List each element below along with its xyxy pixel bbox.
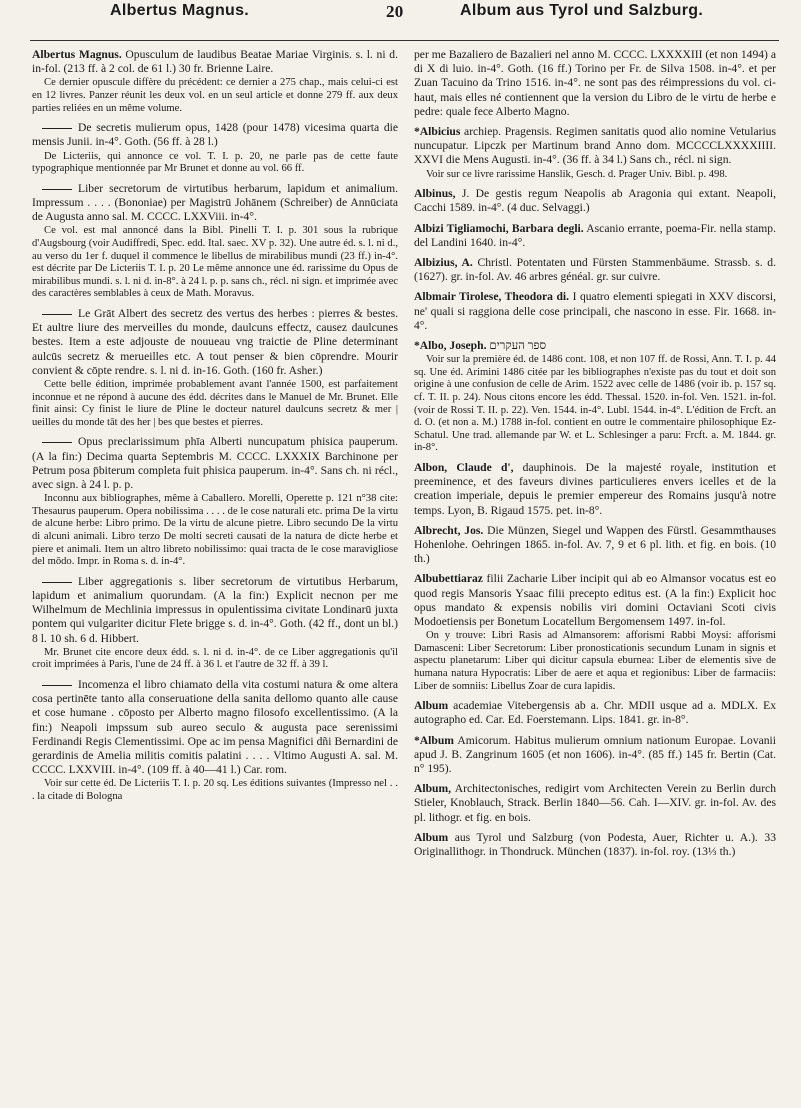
ditto-dash <box>42 189 72 190</box>
entry-text <box>414 290 776 333</box>
bibliography-entry <box>414 256 776 284</box>
entry-heading: Albinus, <box>414 187 456 201</box>
right-column <box>414 48 776 865</box>
entry-body: academiae Vitebergensis ab a. Chr. MDII usque ad a. MDLX. Ex autographo ed. Car. Ed. Foerstemann. Lips. 1841. gr. in-8°. <box>414 699 776 727</box>
bibliography-entry <box>414 699 776 727</box>
entry-heading: Album, <box>414 782 452 796</box>
entry-text <box>414 782 776 825</box>
entry-body: Liber secretorum de virtutibus herbarum, lapidum et animalium. Impressum . . . . (Bononiae) per Magistrū Johānem (Schreiber) de Annūciata de Augusta anno sal. M. CCCC. LXXViii. in-4°. <box>32 181 398 224</box>
bibliography-entry <box>32 678 398 804</box>
entry-body: Architectonisches, redigirt vom Architecten Verein zu Berlin durch Stieler, Knoblauch, Strack. Berlin 1840—56. Cah. I—XIV. gr. in-fol. Av. des pl. lithogr. et fig. en bois. <box>414 782 776 824</box>
entry-note: Ce vol. est mal annoncé dans la Bibl. Pinelli T. I. p. 301 sous la rubrique d'Augsbourg (voir Audiffredi, Spec. edd. Ital. saec. XV p. 32). Une autre éd. s. l. ni d., au verso du 1er f. duquel il commence le libellus de mirabilibus mundi (23 ff.) in-4°. est décrite par De Licteriis T. I. p. 20 Le même annonce une éd. rarissime du Opus de mirabilibus mundi. s. l. ni d. in-8°. à 24 l. p. p. sans ch., récl. ni sign. et imprimée avec des caractères semblables à ceux de Math. Moravus. <box>32 225 398 300</box>
entry-body: dauphinois. De la majesté royale, institution et preeminence, et des faveurs divines particulieres envers icelles et de la creation imperiale, depuis le premier empereur des Romains jusqu'à notre temps. Lyon, B. Rigaud 1575. pet. in-8°. <box>414 461 776 517</box>
bibliography-entry <box>414 524 776 567</box>
entry-body: aus Tyrol und Salzburg (von Podesta, Auer, Richter u. A.). 33 Originallithogr. in Thondruck. München (1837). in-fol. roy. (13⅓ th.) <box>414 830 776 859</box>
ditto-dash <box>42 582 72 583</box>
entry-heading: Albizius, A. <box>414 256 473 270</box>
entry-body: Amicorum. Habitus mulierum omnium nationum Europae. Lovanii apud J. B. Zangrinum 1605 (et non 1606). in-4°. (85 ff.) 145 fr. Bertin (Cat. n° 195). <box>414 733 776 776</box>
entry-heading: Albon, Claude d', <box>414 461 514 474</box>
entry-body: Incomenza el libro chiamato della vita costumi natura & ome altera cosa pertinēte tanto alla conseruatione della sanita dellomo quanto alle cause et cose humane . cōposto per Alberto magno filosofo excellentissimo. (A la fin:) Neapoli impssum sub aureo seculo & augusta pace serenissimi Ferdinandi Regis Clementissimi. Ope ac im pensa Magnifici dñi Bernardini de gerardinis de Amelia militis comitis palatini . . . . Vltimo Augusti A. sal. M. CCCC. LXXVIII. in-4°. (109 ff. à 40—41 l.) Car. rom. <box>32 677 398 777</box>
entry-text <box>414 461 776 518</box>
entry-heading: Albertus Magnus. <box>32 48 122 61</box>
entry-text <box>32 121 398 149</box>
bibliography-entry <box>414 734 776 777</box>
ditto-dash <box>42 685 72 686</box>
entry-heading: *Album <box>414 733 454 747</box>
entry-note: On y trouve: Libri Rasis ad Almansorem: afforismi Rabbi Moysi: afforismi Damasceni: Liber Secretorum: Liber pronosticationis secundum Lunam in signis et aspectu planetarum: Liber qui dicitur capsula eburnea: Liber de elementis sive de humana natura Hypocratis: Liber de aere et aqua et regionibus: Liber de farmaciis: Liber de somniis: Libellus Zoar de cura lapidis. <box>414 630 776 692</box>
entry-text <box>414 572 776 629</box>
bibliography-entry <box>414 339 776 455</box>
entry-body: Ascanio errante, poema-Fir. nella stamp. del Landini 1640. in-4°. <box>414 221 776 249</box>
ditto-dash <box>42 442 72 443</box>
bibliography-entry <box>32 435 398 568</box>
bibliography-entry <box>32 48 398 115</box>
entry-text <box>414 125 776 168</box>
ditto-dash <box>42 314 72 315</box>
entry-text <box>414 339 776 353</box>
entry-body: ספר העקרים <box>486 339 547 353</box>
entry-text <box>32 435 398 492</box>
entry-body: Die Münzen, Siegel und Wappen des Fürstl. Gesammthauses Hohenlohe. Oehringen 1865. in-fol. Av. 7, 9 et 6 pl. lith. et fig. en bois. (10 th.) <box>414 523 776 566</box>
bibliography-entry <box>32 121 398 176</box>
entry-body: J. De gestis regum Neapolis ab Aragonia qui extant. Neapoli, Cacchi 1589. in-4°. (4 duc. Selvaggi.) <box>414 187 776 215</box>
bibliography-entry <box>414 461 776 518</box>
bibliography-entry <box>414 290 776 333</box>
entry-body: filii Zacharie Liber incipit qui ab eo Almansor vocatus est eo quod regis Mansoris Ysaac filii precepto editus est. (A la fin:) Explicit hoc opus mandato & expensis nobilis viri domini Octaviani Scoti civis Modoetiensis per Bonetum Locatellum Bergomensem 1497. in-fol. <box>414 572 776 629</box>
entry-body: I quatro elementi spiegati in XXV discorsi, ne' quali si raggiona delle cose principali, che nascono in esse. Fir. 1668. in-4°. <box>414 290 776 332</box>
entry-heading: *Albo, Joseph. <box>414 339 487 353</box>
entry-body: archiep. Pragensis. Regimen sanitatis quod alio nomine Vetularius nuncupatur. Lipczk per Martinum brand Anno dom. MCCCCLXXXXIIII. XXVI die Mens Augusti. in-4°. (36 ff. à 34 l.) Sans ch., récl. ni sign. <box>414 125 776 167</box>
entry-text <box>414 222 776 250</box>
bibliography-entry <box>414 782 776 825</box>
entry-note: Cette belle édition, imprimée probablement avant l'année 1500, est parfaitement inconnue et ne répond à aucune des édd. décrites dans le Manuel de Mr. Brunet. Elle finit ainsi: Cy finist le liure de Pline le docteur naturel daulcuns secretz & mer | ueilles du monde tāt des her | bes que bestes et pierres. <box>32 378 398 428</box>
entry-note: Voir sur la première éd. de 1486 cont. 108, et non 107 ff. de Rossi, Ann. T. I. p. 44 sq. Une éd. Arimini 1486 citée par les bibliographes n'existe pas du tout et doit son origine à une confusion de celle de Arim. 1522 avec celle de 1486 (voir ib. p. 157 sq. cf. T. II. p. 24). Nous citons encore les édd. Thessal. 1520. in-fol. Ven. 1521. in-fol. (voir de Rossi T. II. p. 22). Ven. 1544. in-4°. Lubl. 1544. in-4°. L'édition de Frcft. an d. O. (et non a. M.) 1788 in-fol. contient en outre le commentaire philosophique Ez-Schatul. Une trad. allemande par W. et L. Schlesinger a paru: Frcft. a. M. 1844. gr. in-8°. <box>414 354 776 454</box>
entry-note: Inconnu aux bibliographes, même à Caballero. Morelli, Operette p. 121 n°38 cite: Thesaurus pauperum. Opera nobilissima . . . . de le cose naturali etc. prima De la virtu de alcune herbe: Libro primo. De la virtu de alcune pietre. Libro secundo De la virtu di alcuni animali. Libro terzo De molti secreti causati de la natura de dicte herbe et piere et animali. Item un altro libreto nobilissimo: quai tracta de le cose maravigliose del mōdo. Impr. in Roma s. d. in-4°. <box>32 493 398 568</box>
entry-heading: Albizi Tigliamochi, Barbara degli. <box>414 221 584 235</box>
bibliography-entry <box>414 125 776 181</box>
entry-body: Opusculum de laudibus Beatae Mariae Virginis. s. l. ni d. in-fol. (213 ff. à 2 col. de 61 l.) 30 fr. Brienne Laire. <box>32 48 398 76</box>
entry-heading: Album <box>414 699 449 713</box>
entry-text <box>32 307 398 378</box>
bibliography-entry <box>414 222 776 250</box>
entry-text <box>414 48 776 119</box>
entry-text <box>414 187 776 215</box>
bibliography-entry <box>32 182 398 301</box>
entry-note: Mr. Brunet cite encore deux édd. s. l. ni d. in-4°. de ce Liber aggregationis qu'il croit imprimées à Paris, l'une de 24 ff. à 36 l. et l'autre de 32 ff. à 39 l. <box>32 646 398 671</box>
header-right-title: Album aus Tyrol und Salzburg. <box>460 2 704 19</box>
entry-body: Christl. Potentaten und Fürsten Stammenbäume. Strassb. s. d. (1627). gr. in-fol. Av. 46 arbres généal. gr. sur cuivre. <box>414 256 776 284</box>
entry-heading: Albubettiaraz <box>414 572 483 586</box>
entry-text <box>414 734 776 777</box>
entry-body: Liber aggregationis s. liber secretorum de virtutibus Herbarum, lapidum et animalium quorundam. (A la fin:) Explicit necnon per me Wilhelmum de Mechlinia impressus in opulentissima civitate Londinarū juxta pontem qui vulgariter dicitur Flete brigge s. d. in-4°. Goth. (42 ff., dont un bl.) 8 l. 10 sh. 6 d. Hibbert. <box>32 574 398 645</box>
entry-note: Ce dernier opuscule diffère du précédent: ce dernier a 275 chap., mais celui-ci est en 12 livres. Panzer réunit les deux vol. en un seul article et donne 279 ff. aux deux parties reliées en un même volume. <box>32 77 398 114</box>
running-header <box>30 0 779 41</box>
entry-text <box>32 182 398 225</box>
bibliography-entry <box>32 575 398 672</box>
ditto-dash <box>42 128 72 129</box>
entry-heading: Album <box>414 830 449 844</box>
entry-heading: *Albicius <box>414 125 461 139</box>
entry-note: De Licteriis, qui annonce ce vol. T. I. p. 20, ne parle pas de cette faute typographique mentionnée par Mr Brunet et donne au vol. 66 ff. <box>32 150 398 175</box>
left-column <box>32 48 398 810</box>
entry-body: De secretis mulierum opus, 1428 (pour 1478) vicesima quarta die mensis Junii. in-4°. Goth. (56 ff. à 28 l.) <box>32 121 398 149</box>
entry-text <box>32 48 398 76</box>
entry-note: Voir sur ce livre rarissime Hanslik, Gesch. d. Prager Univ. Bibl. p. 498. <box>426 168 728 180</box>
entry-text <box>32 678 398 777</box>
entry-text <box>414 524 776 567</box>
entry-body: Le Grāt Albert des secretz des vertus des herbes : pierres & bestes. Et aultre liure des merveilles du monde, daulcuns effectz, causez daulcunes bestes. Item a este adjouste de nouueau vng traictie de Pline determinant aulcūs secretz & merueilles etc. A tout penser & bien cōprendre. Mourir convient & cōpte rendre. s. l. ni d. in-16. Goth. (160 fr. Asher.) <box>32 306 398 377</box>
entry-heading: Albrecht, Jos. <box>414 523 484 537</box>
entry-text <box>414 831 776 859</box>
page-number: 20 <box>386 2 404 21</box>
header-left-title: Albertus Magnus. <box>110 2 250 19</box>
entry-text <box>414 699 776 727</box>
bibliography-entry <box>414 187 776 215</box>
bibliography-entry <box>32 307 398 429</box>
entry-heading: Albmair Tirolese, Theodora di. <box>414 290 570 304</box>
entry-text <box>414 256 776 284</box>
entry-body: Opus preclarissimum phīa Alberti nuncupatum phisica pauperum. (A la fin:) Decima quarta Septembris M. CCCC. LXXXIX Barchinone per Petrum posa p̄biterum completa fuit phisica pauperum. in-4°. Sans ch. ni récl., avec sign. à 24 l. p. p. <box>32 435 398 491</box>
entry-body: per me Bazaliero de Bazalieri nel anno M. CCCC. LXXXXIII (et non 1494) a di X di luio. in-4°. Goth. (16 ff.) Torino per Fr. de Silva 1508. in-4°. et per Zuan Tacuino da Trino 1516. in-4°. ne sont pas des réimpressions du vol. ci-haut, mais elles né contiennent que la version du Libro de le virtu de herbe e pedre: quale fece Alberto Magno. <box>414 48 776 118</box>
bibliography-entry <box>414 831 776 859</box>
entry-text <box>32 575 398 646</box>
bibliography-entry <box>414 572 776 693</box>
entry-note: Voir sur cette éd. De Licteriis T. I. p. 20 sq. Les éditions suivantes (Impresso nel . . . la citade di Bologna <box>32 778 398 802</box>
bibliography-entry <box>414 48 776 119</box>
